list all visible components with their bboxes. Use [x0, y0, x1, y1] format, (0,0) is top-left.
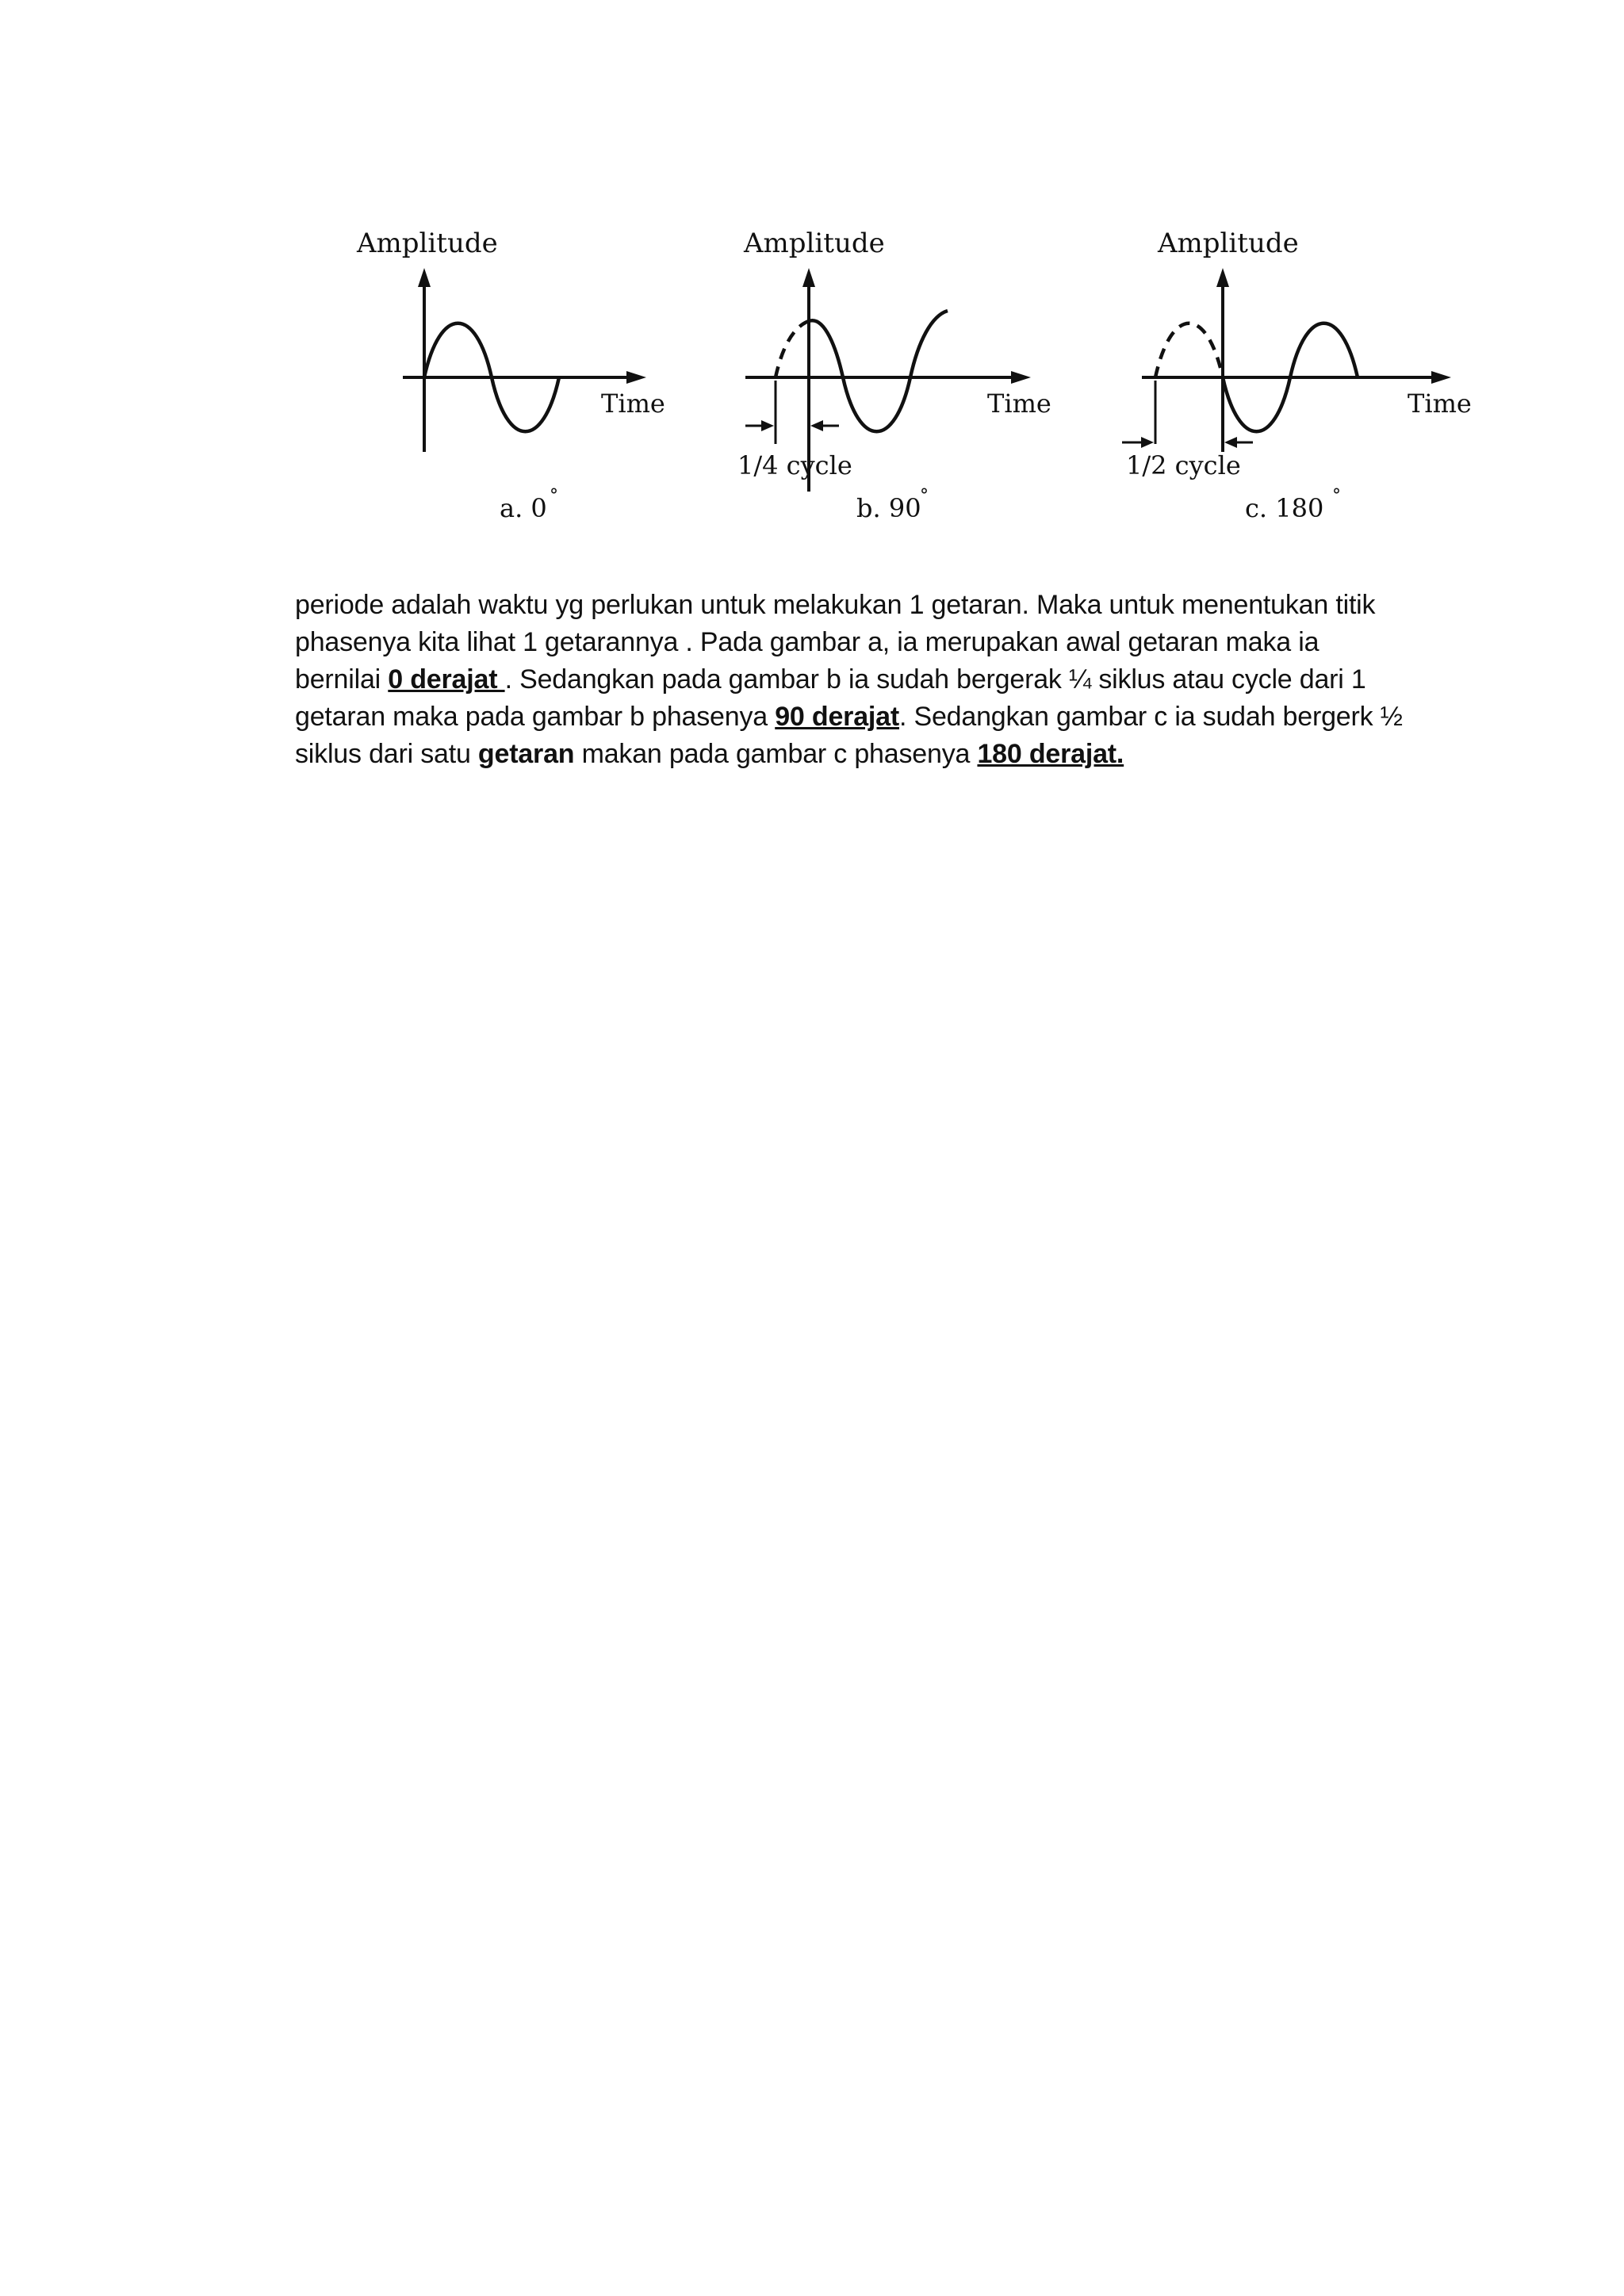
- panel-c-dashed-wave: [1155, 323, 1223, 377]
- panel-b-shift-label: 1/4 cycle: [737, 450, 852, 480]
- paragraph-line-5: [295, 736, 1421, 773]
- phase-diagram-svg: [341, 222, 1491, 555]
- panel-c: [1122, 228, 1472, 523]
- panel-b-sine-wave: [809, 311, 948, 431]
- panel-b-ylabel: Amplitude: [744, 228, 885, 259]
- panel-a-x-arrow: [626, 371, 646, 384]
- panel-b-caption: b. 90: [856, 493, 921, 523]
- panel-c-degree: °: [1332, 486, 1341, 506]
- highlight-180-derajat: 180 derajat.: [977, 739, 1124, 769]
- panel-c-right-arrowhead: [1224, 437, 1237, 448]
- panel-b-dashed-wave: [776, 321, 809, 377]
- line-4-pre: getaran maka pada gambar b phasenya: [295, 702, 776, 732]
- panel-c-caption: c. 180: [1245, 493, 1324, 523]
- panel-c-y-arrow: [1216, 268, 1229, 287]
- panel-a-xlabel: Time: [601, 388, 665, 419]
- panel-b: [737, 228, 1051, 523]
- line-4-post: . Sedangkan gambar c ia sudah bergerk ½: [898, 702, 1403, 732]
- line-3-post: . Sedangkan pada gambar b ia sudah bergerak ¼ siklus atau cycle dari 1: [504, 664, 1366, 695]
- panel-c-x-arrow: [1431, 371, 1451, 384]
- highlight-90-derajat: 90 derajat: [775, 702, 899, 732]
- line-2-text: phasenya kita lihat 1 getarannya . Pada gambar a, ia merupakan awal getaran maka ia: [295, 627, 1320, 657]
- panel-b-xlabel: Time: [987, 388, 1051, 419]
- panel-c-ylabel: Amplitude: [1158, 228, 1299, 259]
- paragraph-line-3: [295, 661, 1421, 698]
- panel-a-degree: °: [550, 486, 558, 506]
- panel-a-ylabel: Amplitude: [357, 228, 498, 259]
- panel-c-left-arrowhead: [1141, 437, 1154, 448]
- panel-a-y-arrow: [418, 268, 431, 287]
- panel-b-left-arrowhead: [761, 420, 774, 431]
- line-1-text: periode adalah waktu yg perlukan untuk melakukan 1 getaran. Maka untuk menentukan titik: [295, 590, 1376, 620]
- panel-b-x-arrow: [1011, 371, 1031, 384]
- panel-b-y-arrow: [802, 268, 815, 287]
- line-5-mid: makan pada gambar c phasenya: [574, 739, 978, 769]
- panel-c-shift-label: 1/2 cycle: [1126, 450, 1241, 480]
- explanation-paragraph: [295, 587, 1421, 773]
- paragraph-line-1: [295, 587, 1421, 624]
- line-3-pre: bernilai: [295, 664, 389, 695]
- phase-diagram-figure: [341, 222, 1491, 555]
- panel-b-right-arrowhead: [810, 420, 823, 431]
- panel-a-caption: a. 0: [500, 493, 547, 523]
- panel-c-xlabel: Time: [1408, 388, 1472, 419]
- panel-b-degree: °: [920, 486, 929, 506]
- bold-getaran: getaran: [477, 739, 575, 769]
- highlight-0-derajat: 0 derajat: [388, 664, 505, 695]
- paragraph-line-4: [295, 698, 1421, 736]
- line-5-pre: siklus dari satu: [295, 739, 478, 769]
- panel-a: [356, 228, 665, 523]
- paragraph-line-2: [295, 624, 1421, 661]
